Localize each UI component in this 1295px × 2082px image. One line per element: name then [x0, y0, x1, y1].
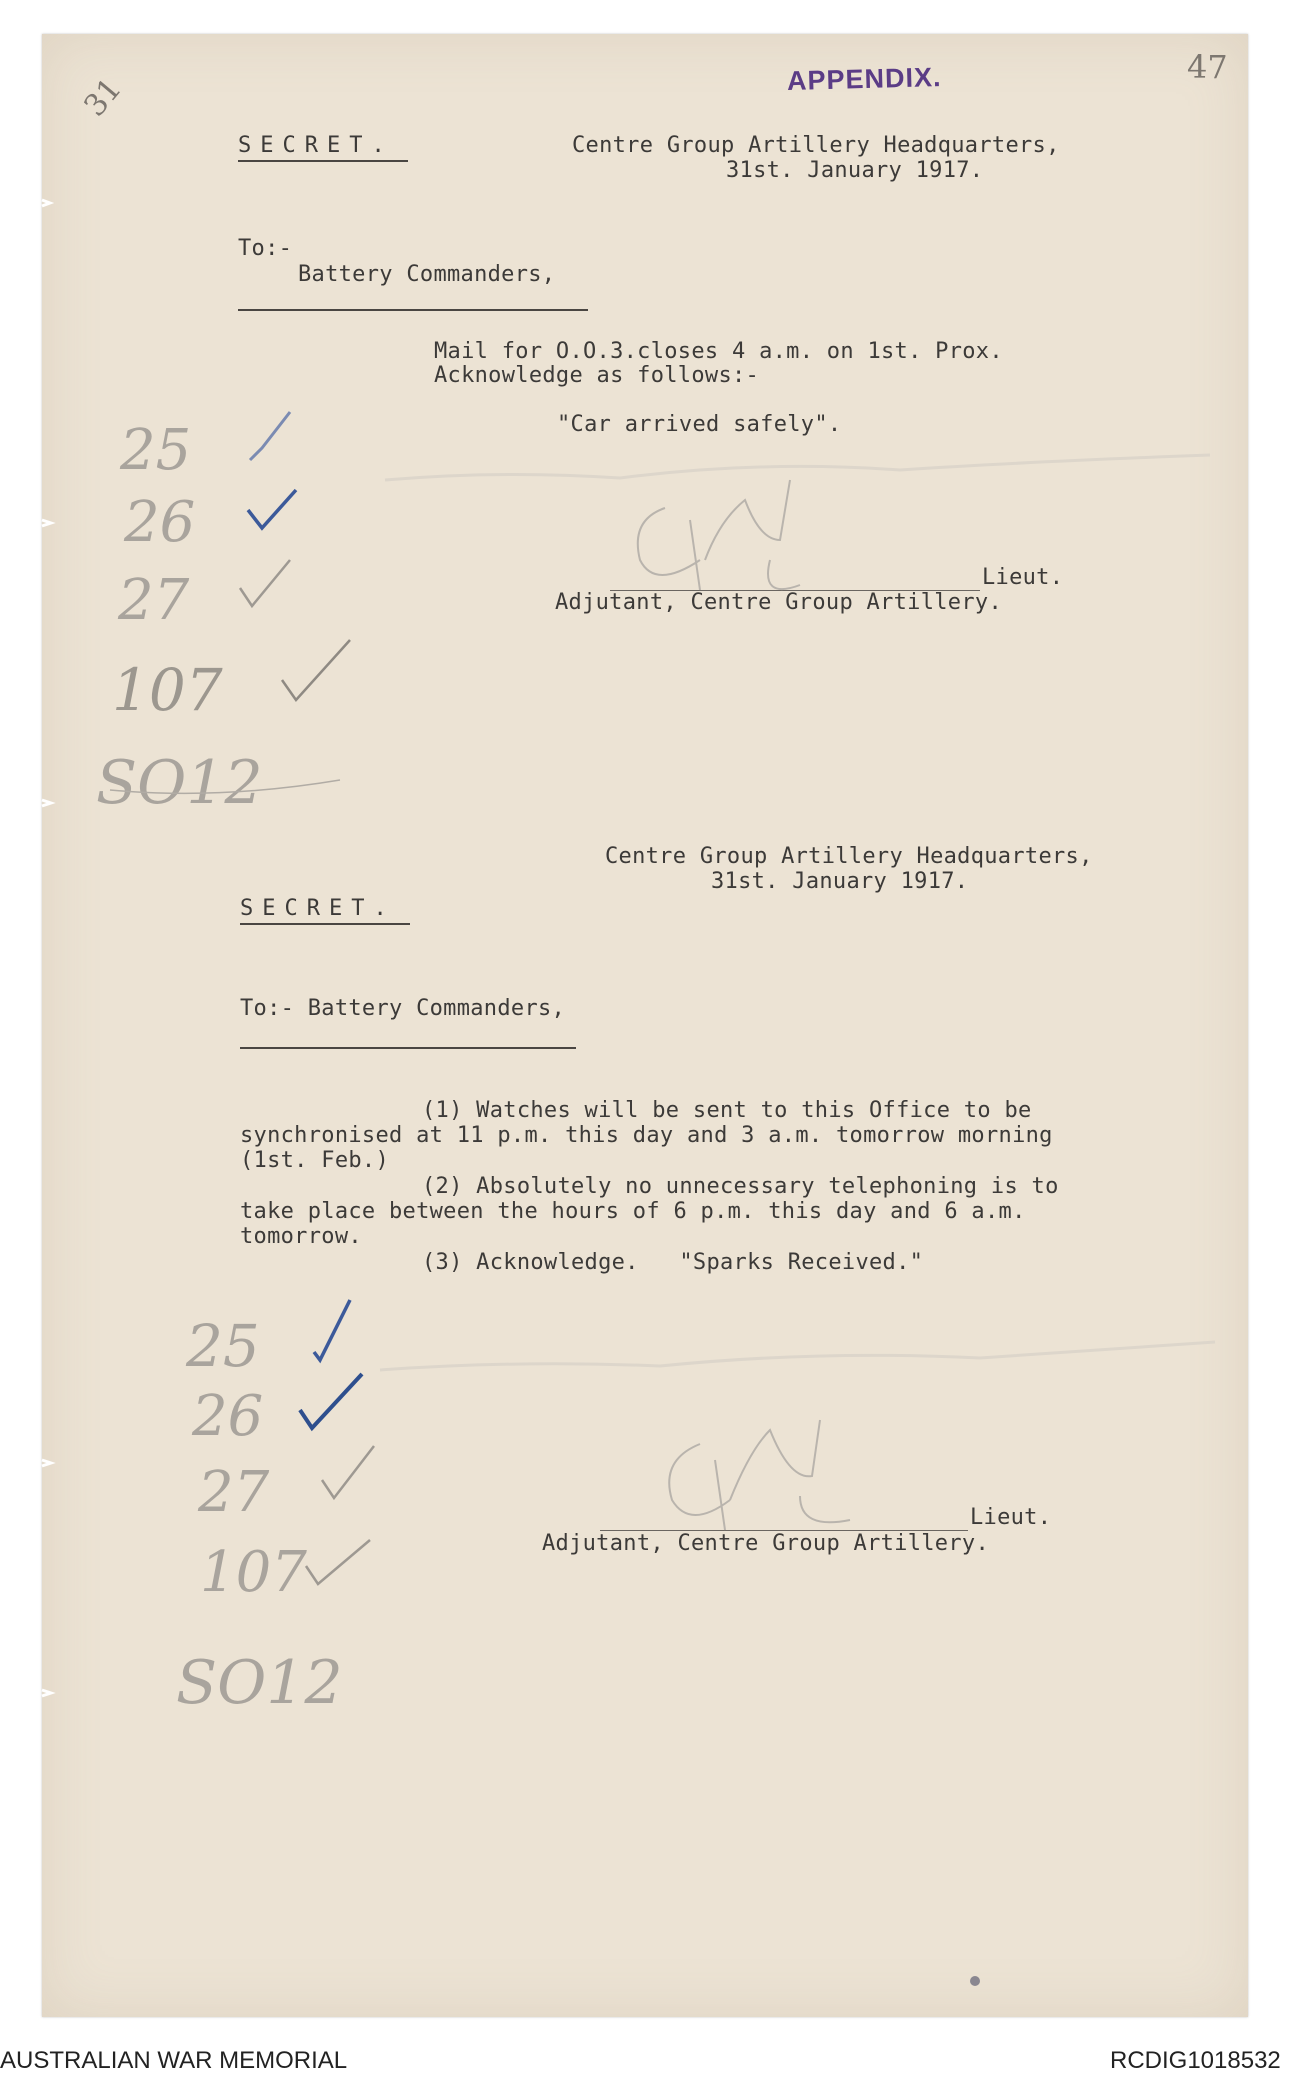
memo2-signature-icon	[669, 1420, 850, 1530]
memo2-tick-25	[314, 1300, 350, 1360]
memo2-header-line1: Centre Group Artillery Headquarters,	[605, 844, 1093, 869]
footer-institution: AUSTRALIAN WAR MEMORIAL	[0, 2047, 348, 2074]
memo2-signature-title: Adjutant, Centre Group Artillery.	[542, 1531, 989, 1556]
memo2-ack-107: 107	[200, 1540, 307, 1605]
memo2-para2-line1: (2) Absolutely no unnecessary telephoning is to	[422, 1174, 1059, 1199]
left-edge-tears	[42, 200, 51, 1696]
memo1-rank: Lieut.	[982, 565, 1064, 590]
memo1-tick-26	[248, 490, 296, 528]
memo2-ack-26: 26	[192, 1384, 264, 1449]
memo1-ack-so12: SO12	[96, 748, 263, 818]
appendix-stamp: APPENDIX.	[786, 61, 942, 97]
memo2-ack-27: 27	[198, 1460, 270, 1525]
memo1-header-line1: Centre Group Artillery Headquarters,	[572, 133, 1060, 158]
memo1-ghost-writing	[385, 455, 1210, 480]
memo1-to-label: To:-	[238, 236, 293, 261]
memo1-tick-107	[282, 640, 350, 700]
memo2-para1-line2: synchronised at 11 p.m. this day and 3 a.m. tomorrow morning	[240, 1123, 1053, 1148]
memo1-stroke-so12	[110, 780, 340, 793]
memo2-tick-26	[300, 1374, 362, 1428]
memo1-signature-icon	[638, 480, 800, 590]
memo1-quote: "Car arrived safely".	[557, 412, 842, 437]
ink-dot	[970, 1976, 980, 1986]
memo2-para2-line2: take place between the hours of 6 p.m. this day and 6 a.m.	[240, 1199, 1026, 1224]
memo2-para3: (3) Acknowledge. "Sparks Received."	[422, 1250, 924, 1275]
memo1-tick-25	[250, 412, 290, 460]
memo2-tick-27	[322, 1446, 374, 1498]
memo1-secret-label: SECRET.	[238, 133, 394, 158]
footer-record-id: RCDIG1018532	[1110, 2047, 1281, 2074]
memo1-signature-title: Adjutant, Centre Group Artillery.	[555, 590, 1002, 615]
memo2-header-line2: 31st. January 1917.	[711, 869, 969, 894]
memo2-para1-line3: (1st. Feb.)	[240, 1148, 389, 1173]
memo2-ack-25: 25	[186, 1312, 260, 1380]
memo1-ack-25: 25	[120, 418, 192, 483]
memo2-tick-107	[306, 1540, 370, 1584]
memo1-tick-27	[240, 560, 290, 606]
page-number-left: 31	[77, 71, 129, 124]
memo2-para2-line3: tomorrow.	[240, 1224, 362, 1249]
memo2-secret-label: SECRET.	[240, 896, 396, 921]
memo2-ghost-writing	[380, 1342, 1215, 1370]
memo2-to-line: To:- Battery Commanders,	[240, 996, 566, 1021]
page-number-right: 47	[1187, 48, 1228, 86]
memo1-body-line1: Mail for O.O.3.closes 4 a.m. on 1st. Prox.	[434, 339, 1003, 364]
memo2-para1-line1: (1) Watches will be sent to this Office to be	[422, 1098, 1032, 1123]
memo1-body-line2: Acknowledge as follows:-	[434, 363, 760, 388]
memo2-ack-so12: SO12	[176, 1648, 343, 1718]
memo1-header-line2: 31st. January 1917.	[726, 158, 984, 183]
memo2-rank: Lieut.	[970, 1505, 1052, 1530]
memo1-ack-107: 107	[112, 656, 223, 724]
memo1-recipient: Battery Commanders,	[298, 262, 556, 287]
memo1-ack-26: 26	[124, 490, 196, 555]
memo1-ack-27: 27	[118, 568, 190, 633]
